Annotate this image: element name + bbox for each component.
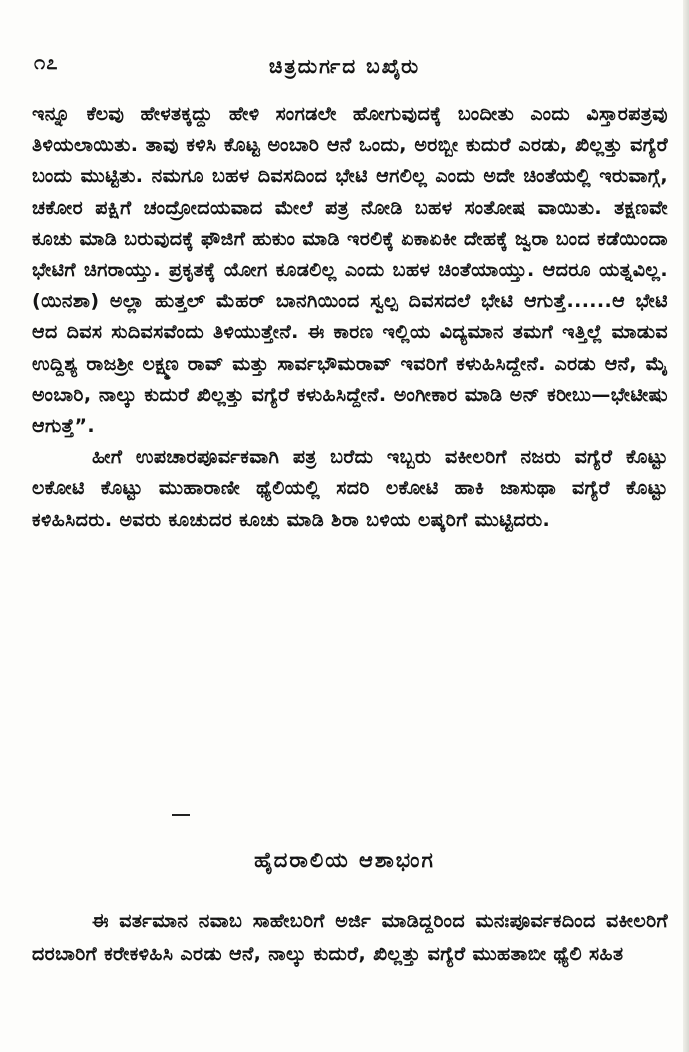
body-paragraph: ಇನ್ನೂ ಕೆಲವು ಹೇಳತಕ್ಕದ್ದು ಹೇಳಿ ಸಂಗಡಲೇ ಹೋಗುವುದಕ್ಕೆ ಬಂದೀತು ಎಂದು ವಿಸ್ತಾರಪತ್ರವು ತಿಳಿಯಲಾಯಿತು. ತಾವು ಕಳಿಸಿ ಕೊಟ್ಟ ಅಂಬಾರಿ ಆನೆ ಒಂದು, ಅರಬ್ಬೀ ಕುದುರೆ ಎರಡು, ಖಿಲ್ಲತ್ತು ವಗ್ಯೆರೆ ಬಂದು ಮುಟ್ಟಿತು. ನಮಗೂ ಬಹಳ ದಿವಸದಿಂದ ಭೇಟಿ ಆಗಲಿಲ್ಲ ಎಂದು ಅದೇ ಚಿಂತೆಯಲ್ಲಿ ಇರುವಾಗ್ಗೆ, ಚಕೋರ ಪಕ್ಷಿಗೆ ಚಂದ್ರೋದಯವಾದ ಮೇಲೆ ಪತ್ರ ನೋಡಿ ಬಹಳ ಸಂತೋಷ ವಾಯಿತು. ತಕ್ಷಣವೇ ಕೂಚು ಮಾಡಿ ಬರುವುದಕ್ಕೆ ಫೌಜಿಗೆ ಹುಕುಂ ಮಾಡಿ ಇರಲಿಕ್ಕೆ ಏಕಾಏಕೀ ದೇಹಕ್ಕೆ ಜ್ವರಾ ಬಂದ ಕಡೆಯಿಂದಾ ಭೇಟಿಗೆ ಚಿಗರಾಯ್ತು. ಪ್ರಕೃತಕ್ಕೆ ಯೋಗ ಕೂಡಲಿಲ್ಲ ಎಂದು ಬಹಳ ಚಿಂತೆಯಾಯ್ತು. ಆದರೂ ಯತ್ನವಿಲ್ಲ. (ಯಿನಶಾ) ಅಲ್ಲಾ ಹುತ್ತಲ್ ಮೆಹರ್ ಬಾನಗಿಯಿಂದ ಸ್ವಲ್ಪ ದಿವಸದಲೆ ಭೇಟಿ ಆಗುತ್ತೆ......ಆ ಭೇಟಿ ಆದ ದಿವಸ ಸುದಿವಸವೆಂದು ತಿಳಿಯುತ್ತೇನೆ. ಈ ಕಾರಣ ಇಲ್ಲಿಯ ವಿದ್ಯಮಾನ ತಮಗೆ ಇತ್ತಿಲ್ಲೆ ಮಾಡುವ ಉದ್ದಿಶ್ಯ ರಾಜಶ್ರೀ ಲಕ್ಷ್ಮಣ ರಾವ್ ಮತ್ತು ಸಾರ್ವಭೌಮರಾವ್ ಇವರಿಗೆ ಕಳುಹಿಸಿದ್ದೇನೆ. ಎರಡು ಆನೆ, ಮೈ ಅಂಬಾರಿ, ನಾಲ್ಕು ಕುದುರೆ ಖಿಲ್ಲತ್ತು ವಗ್ಯೆರೆ ಕಳುಹಿಸಿದ್ದೇನೆ. ಅಂಗೀಕಾರ ಮಾಡಿ ಅನ್ ಕರೀಬು—ಭೇಟೀಷು ಆಗುತ್ತೆ”. [32, 103, 668, 438]
section-body-text [32, 905, 668, 970]
section-separator [172, 814, 190, 816]
page-edge [683, 0, 689, 1052]
main-body-text [32, 99, 668, 536]
running-header-title: ಚಿತ್ರದುರ್ಗದ ಬಖೈರು [268, 54, 421, 78]
section-heading: ಹೈದರಾಲಿಯ ಆಶಾಭಂಗ [254, 848, 435, 872]
body-paragraph: ಹೀಗೆ ಉಪಚಾರಪೂರ್ವಕವಾಗಿ ಪತ್ರ ಬರೆದು ಇಬ್ಬರು ವಕೀಲರಿಗೆ ನಜರು ವಗ್ಯೆರೆ ಕೊಟ್ಟು ಲಕೋಟಿ ಕೊಟ್ಟು ಮುಹಾರಾಣೀ ಥ್ಯೆಲಿಯಲ್ಲಿ ಸದರಿ ಲಕೋಟಿ ಹಾಕಿ ಜಾಸುಥಾ ವಗ್ಯೆರೆ ಕೊಟ್ಟು ಕಳಿಹಿಸಿದರು. ಅವರು ಕೂಚುದರ ಕೂಚು ಮಾಡಿ ಶಿರಾ ಬಳಿಯ ಲಷ್ಕರಿಗೆ ಮುಟ್ಟಿದರು. [32, 446, 668, 531]
section-paragraph: ಈ ವರ್ತಮಾನ ನವಾಬ ಸಾಹೇಬರಿಗೆ ಅರ್ಜಿ ಮಾಡಿದ್ದರಿಂದ ಮನಃಪೂರ್ವಕದಿಂದ ವಕೀಲರಿಗೆ ದರಬಾರಿಗೆ ಕರೇಕಳಿಹಿಸಿ ಎರಡು ಆನೆ, ನಾಲ್ಕು ಕುದುರೆ, ಖಿಲ್ಲತ್ತು ವಗ್ಯೆರೆ ಮುಹತಾಬೀ ಥ್ಯೆಲಿ ಸಹಿತ [32, 910, 668, 965]
page-number: ೧೭ [34, 50, 59, 74]
